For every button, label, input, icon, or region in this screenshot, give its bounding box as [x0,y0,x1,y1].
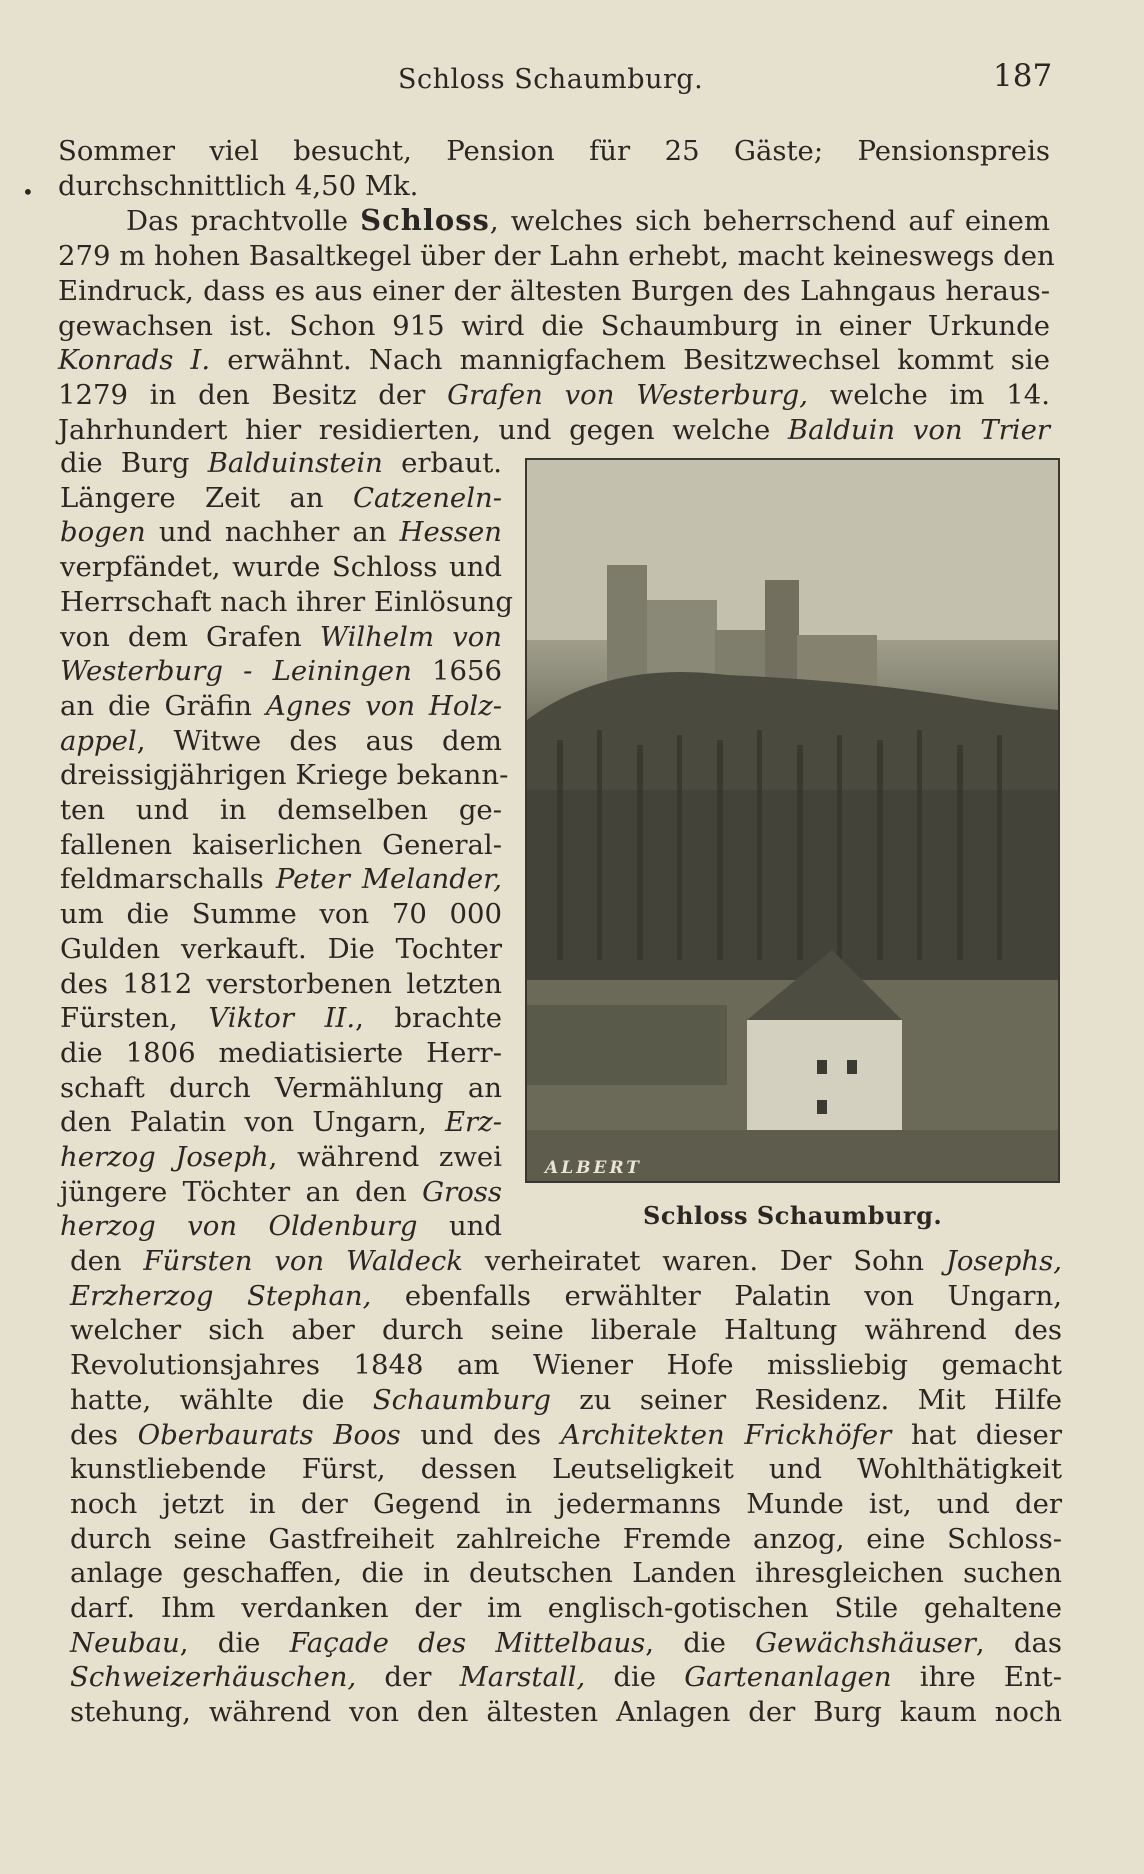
text-line: durch seine Gastfreiheit zahlreiche Fremde anzog, eine Schloss- [70,1522,1062,1555]
text-line: Neubau, die Façade des Mittelbaus, die Gewächshäuser, das [70,1626,1062,1659]
text-line: noch jetzt in der Gegend in jedermanns Munde ist, und der [70,1487,1062,1520]
text-line: bogen und nachher an Hessen [60,516,502,549]
text-line: herzog von Oldenburg und [60,1210,502,1243]
text-line: darf. Ihm verdanken der im englisch-gotischen Stile gehaltene [70,1592,1062,1625]
forest-lower [527,790,1058,980]
text-line: Jahrhundert hier residierten, und gegen welche Balduin von Trier [58,413,1050,446]
text-line: Längere Zeit an Catzeneln- [60,481,502,514]
text-line: kunstliebende Fürst, dessen Leutseligkeit und Wohlthätigkeit [70,1453,1062,1486]
text-line: hatte, wählte die Schaumburg zu seiner Residenz. Mit Hilfe [70,1383,1062,1416]
house-window [817,1060,827,1074]
text-line: fallenen kaiserlichen General- [60,828,502,861]
text-line: appel, Witwe des aus dem [60,724,502,757]
text-line: Konrads I. erwähnt. Nach mannigfachem Besitzwechsel kommt sie [58,344,1050,377]
text-line: den Palatin von Ungarn, Erz- [60,1106,502,1139]
barn-roof [527,1005,727,1085]
text-line: Westerburg - Leiningen 1656 [60,655,502,688]
text-line: feldmarschalls Peter Melander, [60,863,502,896]
text-line: durchschnittlich 4,50 Mk. [58,169,419,202]
text-line: an die Gräfin Agnes von Holz- [60,689,502,722]
photo-credit: ALBERT [545,1158,642,1178]
text-line: die 1806 mediatisierte Herr- [60,1036,502,1069]
text-line: Schweizerhäuschen, der Marstall, die Gartenanlagen ihre Ent- [70,1661,1062,1694]
text-line: Erzherzog Stephan, ebenfalls erwählter Palatin von Ungarn, [70,1279,1062,1312]
text-line: stehung, während von den ältesten Anlagen der Burg kaum noch [70,1696,1062,1729]
text-line: den Fürsten von Waldeck verheiratet waren. Der Sohn Josephs, [70,1245,1062,1277]
keyword-schloss: Schloss [360,203,490,238]
text-line: verpfändet, wurde Schloss und [60,551,502,584]
house-window [817,1100,827,1114]
text-line: gewachsen ist. Schon 915 wird die Schaumburg in einer Urkunde [58,309,1050,342]
text-line: anlage geschaffen, die in deutschen Landen ihresgleichen suchen [70,1557,1062,1590]
running-header [0,58,1144,98]
text-line: die Burg Balduinstein erbaut. [60,447,502,479]
margin-mark: • [22,180,34,204]
text-line: 279 m hohen Basaltkegel über der Lahn erhebt, macht keineswegs den [58,240,1055,273]
text-line: Gulden verkauft. Die Tochter [60,932,502,965]
text-line: von dem Grafen Wilhelm von [60,620,502,653]
text-line: 1279 in den Besitz der Grafen von Westerburg, welche im 14. [58,378,1051,411]
castle-photo-illustration [527,460,1058,1181]
text-line: herzog Joseph, während zwei [60,1141,502,1174]
text-line: um die Summe von 70 000 [60,898,502,931]
text-line: dreissigjährigen Kriege bekann- [60,759,509,792]
castle-figure [525,458,1060,1183]
text-line: Das prachtvolle Schloss, welches sich beherrschend auf einem [126,203,1050,238]
running-title: Schloss Schaumburg. [398,64,704,95]
text-line: Herrschaft nach ihrer Einlösung [60,585,513,618]
wrapped-column [60,446,513,1244]
bottom-paragraph [70,1244,1062,1730]
text-line: Fürsten, Viktor II., brachte [60,1002,502,1035]
text-line: schaft durch Vermählung an [60,1071,502,1104]
house-window [847,1060,857,1074]
text-line: welcher sich aber durch seine liberale Haltung während des [70,1314,1062,1347]
text-line: jüngere Töchter an den Gross [60,1175,502,1208]
figure-caption: Schloss Schaumburg. [643,1201,943,1230]
text-line: des Oberbaurats Boos und des Architekten Frickhöfer hat dieser [70,1418,1062,1451]
top-paragraph [58,134,1055,447]
page-number: 187 [993,58,1053,94]
text-line: Sommer viel besucht, Pension für 25 Gäste; Pensionspreis [58,135,1050,167]
text-line: Eindruck, dass es aus einer der ältesten Burgen des Lahngaus heraus- [58,274,1050,307]
text-line: ten und in demselben ge- [60,794,502,827]
text-line: Revolutionsjahres 1848 am Wiener Hofe missliebig gemacht [70,1349,1062,1382]
castle-photo [525,458,1060,1183]
text-line: des 1812 verstorbenen letzten [60,967,502,1000]
